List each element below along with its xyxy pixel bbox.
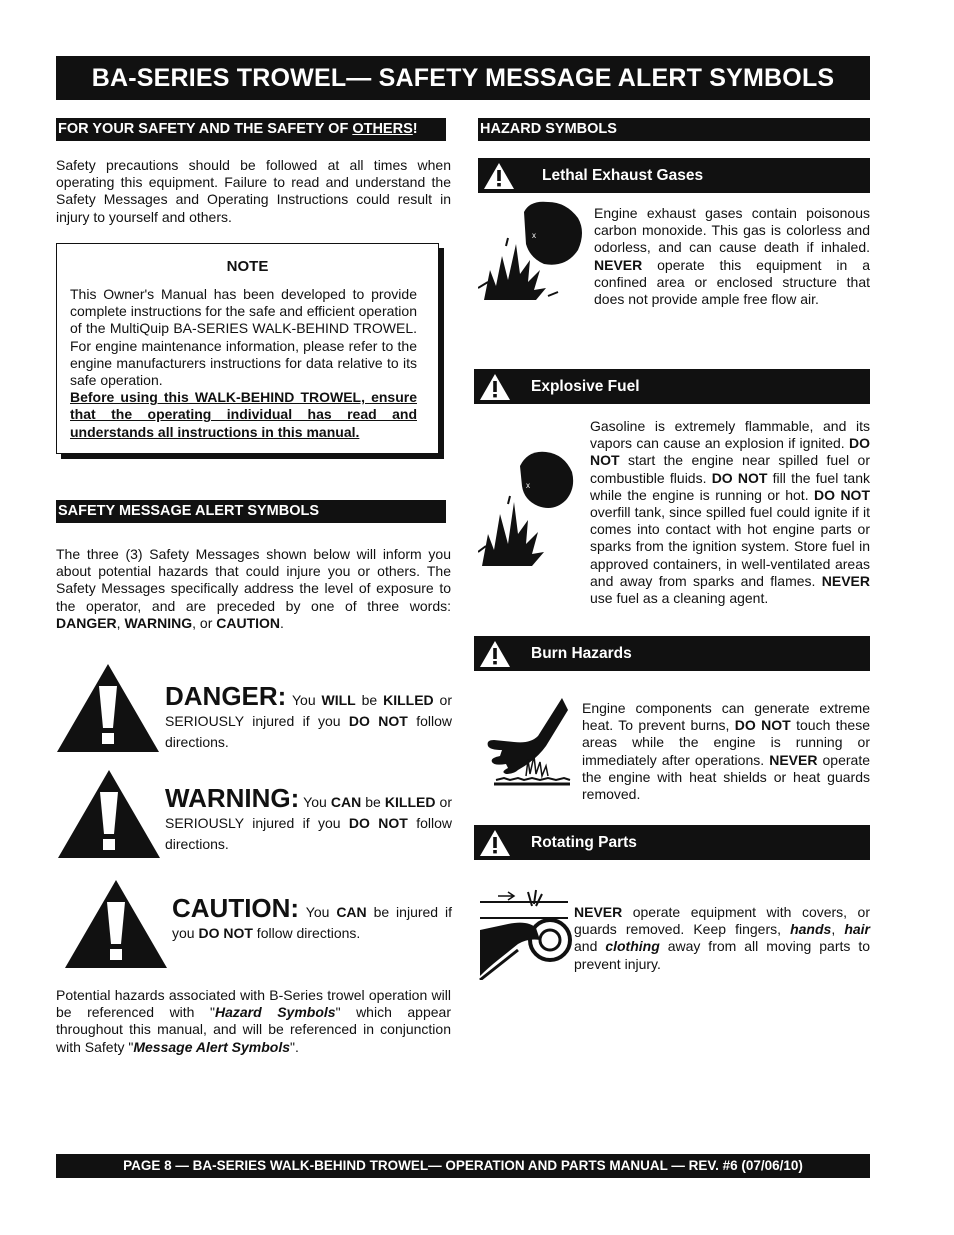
fuel-text-5: use fuel as a cleaning agent. — [590, 590, 769, 607]
exhaust-label: Lethal Exhaust Gases — [542, 167, 704, 184]
exhaust-text-2: operate this equipment in a confined area or enclosed structure that does not provide ample free flow air. — [594, 256, 870, 308]
danger-or: or SERIOUSLY injured if you — [165, 692, 452, 729]
warning-word: WARNING: — [165, 783, 300, 813]
fuel-donot-1: DO NOT — [590, 435, 870, 469]
burn-hand-icon — [480, 696, 576, 788]
fuel-text-4: overfill tank, since spilled fuel could ignite if it comes into contact with hot engine parts or sparks from the ignition system. Store fuel in approved containers, in well-ventilated areas and away from sparks and flames. — [590, 504, 870, 589]
note-text: This Owner's Manual has been developed to provide complete instructions for the safe and efficient operation of the MultiQuip BA-SERIES WALK-BEHIND TROWEL. For engine maintenance information, please refer to the engine manufacturers instructions for data relative to its safe operation. — [70, 286, 417, 389]
exhaust-text — [594, 205, 870, 308]
intro-sep2: , or — [192, 614, 217, 631]
rotating-text — [574, 904, 870, 973]
danger-you: You — [291, 692, 322, 708]
fuel-alert-icon — [480, 374, 510, 400]
safety-heading-underlined: OTHERS — [352, 121, 413, 137]
rotating-comma: , — [831, 921, 845, 938]
danger-message — [165, 681, 452, 753]
burn-alert-icon — [480, 641, 510, 667]
alerts-intro-text: The three (3) Safety Messages shown below will inform you about potential hazards that could injure you or others. The Safety Messages specifically address the level of exposure to the operator, and are preceded by one of three words: — [56, 546, 451, 614]
rotating-text-2: away from all moving parts to prevent injury. — [574, 938, 871, 972]
exhaust-never: NEVER — [594, 256, 643, 273]
note-emphasis: Before using this WALK-BEHIND TROWEL, ensure that the operating individual has read and understands all instructions in this manual. — [70, 389, 417, 440]
intro-danger: DANGER — [56, 614, 117, 631]
page-footer: PAGE 8 — BA-SERIES WALK-BEHIND TROWEL— OPERATION AND PARTS MANUAL — REV. #6 (07/06/10) — [56, 1154, 870, 1178]
svg-text:x: x — [526, 481, 530, 490]
burn-bar — [474, 636, 870, 671]
caution-donot: DO NOT — [198, 925, 253, 941]
danger-warning-icon — [57, 664, 159, 752]
warning-rest: follow directions. — [165, 815, 452, 852]
note-body — [70, 286, 417, 441]
intro-caution: CAUTION — [216, 614, 281, 631]
burn-text-2: touch these areas while the engine is running or immediately after operations. — [582, 717, 870, 768]
burn-donot: DO NOT — [734, 717, 791, 734]
rotating-never: NEVER — [574, 904, 623, 920]
exhaust-alert-icon — [484, 163, 514, 189]
fuel-bar — [474, 369, 870, 404]
warning-killed: KILLED — [384, 794, 436, 810]
warning-message — [165, 783, 453, 855]
closing-hazard-symbols: Hazard Symbols — [214, 1004, 336, 1021]
fuel-explosion-icon — [478, 448, 574, 570]
note-title: NOTE — [226, 258, 269, 275]
caution-rest: follow directions. — [252, 925, 361, 941]
caution-icon — [65, 880, 167, 968]
safety-heading-suffix: ! — [412, 121, 418, 137]
fuel-text — [590, 418, 870, 607]
fuel-text-2: start the engine near spilled fuel or combustible fluids. — [590, 452, 870, 486]
rotating-alert-icon — [480, 830, 510, 856]
caution-be: be injured if you — [172, 904, 452, 941]
fuel-never: NEVER — [821, 572, 870, 589]
danger-killed: KILLED — [383, 692, 434, 708]
alerts-intro — [56, 546, 451, 632]
intro-warning: WARNING — [124, 614, 193, 631]
intro-end: . — [280, 614, 284, 631]
fuel-text-3: fill the fuel tank while the engine is running or hot. — [590, 469, 870, 503]
exhaust-text-1: Engine exhaust gases contain poisonous carbon monoxide. This gas is colorless and odorless, and can cause death if inhaled. — [594, 205, 870, 256]
closing-text-1: Potential hazards associated with B-Series trowel operation will be referenced with " — [56, 987, 451, 1021]
alerts-closing — [56, 987, 451, 1056]
closing-message-alert-symbols: Message Alert Symbols — [133, 1038, 290, 1055]
danger-will: WILL — [321, 692, 356, 708]
exhaust-bar — [478, 158, 870, 193]
rotating-hands: hands — [790, 921, 832, 938]
rotating-hair: hair — [844, 921, 870, 938]
burn-never: NEVER — [769, 751, 818, 768]
rotating-label: Rotating Parts — [531, 834, 637, 851]
warning-be: be — [361, 794, 385, 810]
rotating-parts-icon — [478, 888, 572, 980]
rotating-bar — [474, 825, 870, 860]
note-box — [56, 243, 439, 454]
danger-word: DANGER: — [165, 681, 287, 711]
warning-can: CAN — [330, 794, 362, 810]
rotating-and: and — [574, 938, 606, 955]
caution-message — [172, 893, 452, 944]
intro-sep1: , — [116, 614, 125, 631]
alerts-heading: SAFETY MESSAGE ALERT SYMBOLS — [56, 500, 446, 523]
closing-text-2: " which appear throughout this manual, and will be referenced in conjunction with Safety " — [56, 1004, 451, 1055]
caution-you: You — [305, 904, 337, 920]
fuel-text-1: Gasoline is extremely flammable, and its vapors can cause an explosion if ignited. — [590, 418, 870, 452]
safety-body: Safety precautions should be followed at all times when operating this equipment. Failure to read and understand the Safety Messages and Operating Instructions could result in injury to yourself and others. — [56, 157, 451, 225]
warning-donot: DO NOT — [348, 815, 408, 831]
fuel-donot-3: DO NOT — [814, 486, 870, 503]
safety-heading — [56, 118, 446, 141]
rotating-text-1: operate equipment with covers, or guards removed. Keep fingers, — [574, 904, 870, 938]
fuel-donot-2: DO NOT — [711, 469, 768, 486]
svg-text:x: x — [532, 231, 536, 240]
burn-text-3: operate the engine with heat shields or heat guards removed. — [582, 751, 870, 803]
caution-can: CAN — [336, 904, 367, 920]
safety-heading-prefix: FOR YOUR SAFETY AND THE SAFETY OF — [58, 121, 353, 137]
fuel-label: Explosive Fuel — [531, 378, 640, 395]
burn-text-1: Engine components can generate extreme heat. To prevent burns, — [582, 700, 870, 734]
rotating-clothing: clothing — [605, 938, 660, 955]
burn-text — [582, 700, 870, 803]
warning-you: You — [303, 794, 331, 810]
warning-icon — [58, 770, 160, 858]
page-title: BA-SERIES TROWEL— SAFETY MESSAGE ALERT SYMBOLS — [56, 56, 870, 100]
hazard-symbols-heading: HAZARD SYMBOLS — [478, 118, 870, 141]
danger-be: be — [355, 692, 384, 708]
danger-rest: follow directions. — [165, 713, 452, 750]
exhaust-explosion-icon — [478, 200, 586, 304]
burn-label: Burn Hazards — [531, 645, 632, 662]
danger-donot: DO NOT — [348, 713, 408, 729]
caution-word: CAUTION: — [172, 893, 300, 923]
closing-text-3: ". — [290, 1038, 299, 1055]
warning-or: or SERIOUSLY injured if you — [165, 794, 453, 831]
